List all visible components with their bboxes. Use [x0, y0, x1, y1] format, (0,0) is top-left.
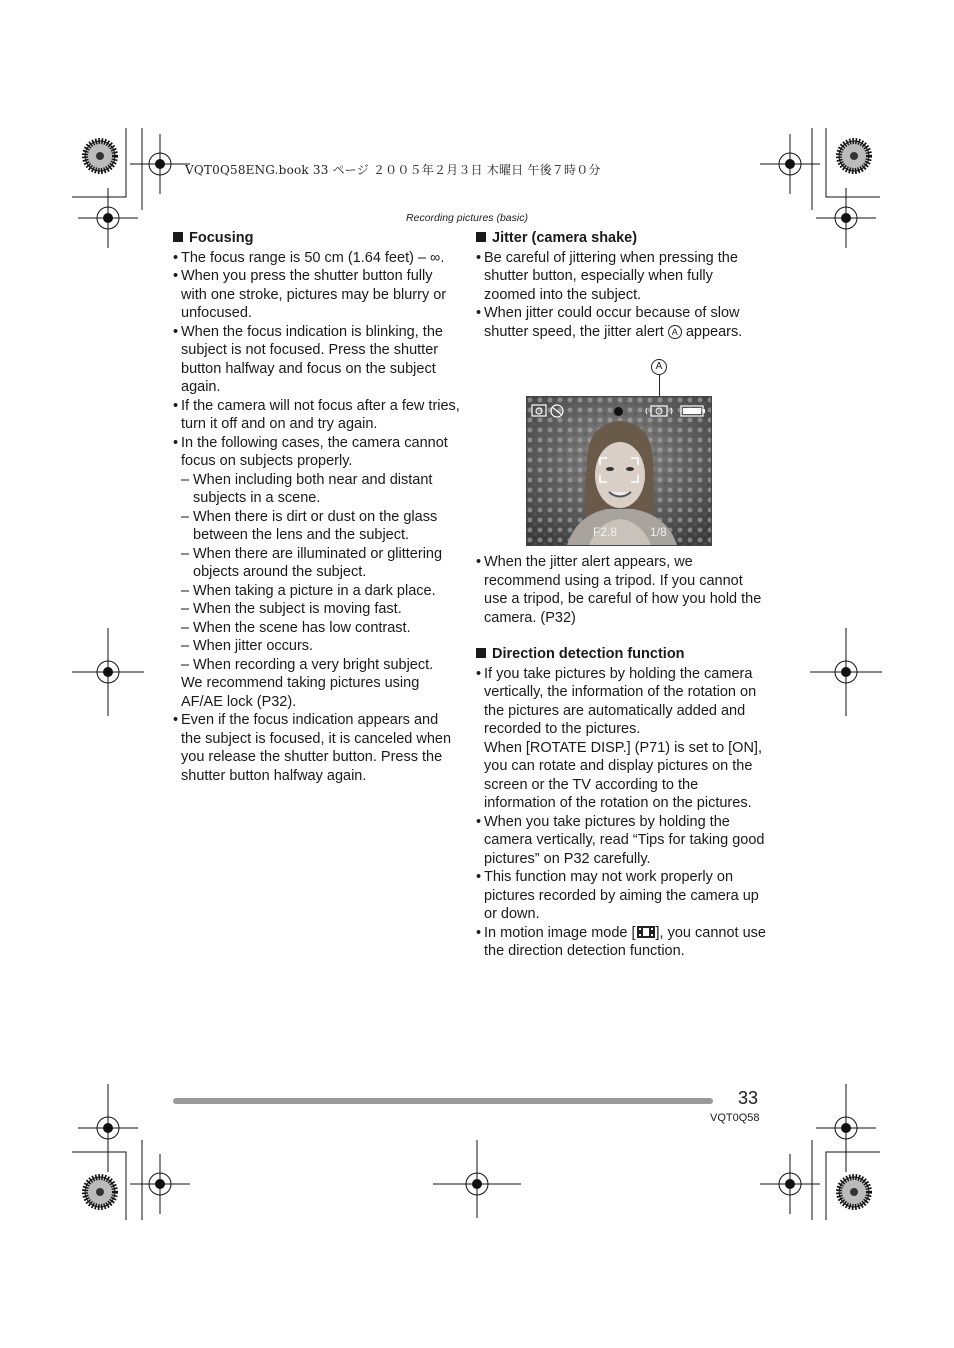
- section-heading-focusing: Focusing: [173, 229, 461, 248]
- lcd-preview-photo: [526, 396, 712, 546]
- list-item: • When the jitter alert appears, we recommend using a tripod. If you cannot use a tripod, be careful of how you hold the camera. (P32): [476, 553, 766, 627]
- list-item: • Be careful of jittering when pressing the shutter button, especially when fully zoomed into the subject.: [476, 249, 766, 305]
- sub-list-item: – When recording a very bright subject.: [173, 656, 461, 675]
- shutter-speed-value: 1/8: [650, 525, 667, 539]
- list-item: • When the focus indication is blinking, the subject is not focused. Press the shutter button halfway and focus on the subject again.: [173, 323, 461, 397]
- sub-list-item: – When the subject is moving fast.: [173, 600, 461, 619]
- motion-image-mode-icon: [636, 925, 656, 939]
- page-number: 33: [738, 1088, 759, 1108]
- list-item: • This function may not work properly on pictures recorded by aiming the camera up or down.: [476, 868, 766, 924]
- sub-list-item: – When taking a picture in a dark place.: [173, 582, 461, 601]
- jitter-alert-battery-icon: [645, 403, 707, 419]
- sub-list-item: – When including both near and distant subjects in a scene.: [173, 471, 461, 508]
- list-item: • If the camera will not focus after a few tries, turn it off and on and try again.: [173, 397, 461, 434]
- list-item-continuation: When [ROTATE DISP.] (P71) is set to [ON], you can rotate and display pictures on the screen or the TV according to the information of the rotation on the pictures.: [484, 739, 762, 811]
- list-item: • In the following cases, the camera cannot focus on subjects properly.: [173, 434, 461, 471]
- running-head: Recording pictures (basic): [406, 212, 528, 224]
- mode-flash-off-icon: [531, 403, 567, 419]
- document-code: VQT0Q58: [710, 1112, 760, 1124]
- camera-screen-figure: [476, 341, 766, 553]
- section-heading-direction-detection: Direction detection function: [476, 645, 766, 664]
- sub-list-item: – When jitter occurs.: [173, 637, 461, 656]
- list-item: • In motion image mode [ ], you cannot use the direction detection function.: [476, 924, 766, 961]
- list-item: • If you take pictures by holding the camera vertically, the information of the rotation on the pictures are automatically added and recorded to the pictures.: [476, 665, 766, 739]
- square-bullet-icon: [476, 648, 486, 658]
- callout-a-label: A: [651, 359, 667, 375]
- list-item: • When you press the shutter button fully with one stroke, pictures may be blurry or unfocused.: [173, 267, 461, 323]
- sub-list-item: – When the scene has low contrast.: [173, 619, 461, 638]
- list-item: • When jitter could occur because of slow shutter speed, the jitter alert A appears.: [476, 304, 766, 341]
- right-column: [476, 229, 766, 961]
- callout-a-icon: A: [668, 325, 682, 339]
- list-item: • When you take pictures by holding the camera vertically, read “Tips for taking good pictures” on P32 carefully.: [476, 813, 766, 869]
- square-bullet-icon: [173, 232, 183, 242]
- recommendation-text: We recommend taking pictures using AF/AE lock (P32).: [181, 675, 420, 710]
- section-heading-jitter: Jitter (camera shake): [476, 229, 766, 248]
- aperture-value: F2.8: [593, 525, 618, 539]
- list-item: • Even if the focus indication appears and the subject is focused, it is canceled when you release the shutter button. Press the shutter button halfway again.: [173, 711, 461, 785]
- left-column: [173, 229, 461, 785]
- square-bullet-icon: [476, 232, 486, 242]
- sub-list-item: – When there is dirt or dust on the glass between the lens and the subject.: [173, 508, 461, 545]
- list-item: • The focus range is 50 cm (1.64 feet) – ∞.: [173, 249, 461, 268]
- focus-indicator-icon: [614, 407, 623, 416]
- callout-leader-line: [659, 375, 660, 397]
- sub-list-item: – When there are illuminated or glittering objects around the subject.: [173, 545, 461, 582]
- print-header: VQT0Q58ENG.book 33 ページ ２００５年２月３日 木曜日 午後７時０分: [185, 163, 601, 177]
- af-area-frame-icon: [599, 457, 639, 483]
- footer-rule: [173, 1098, 713, 1104]
